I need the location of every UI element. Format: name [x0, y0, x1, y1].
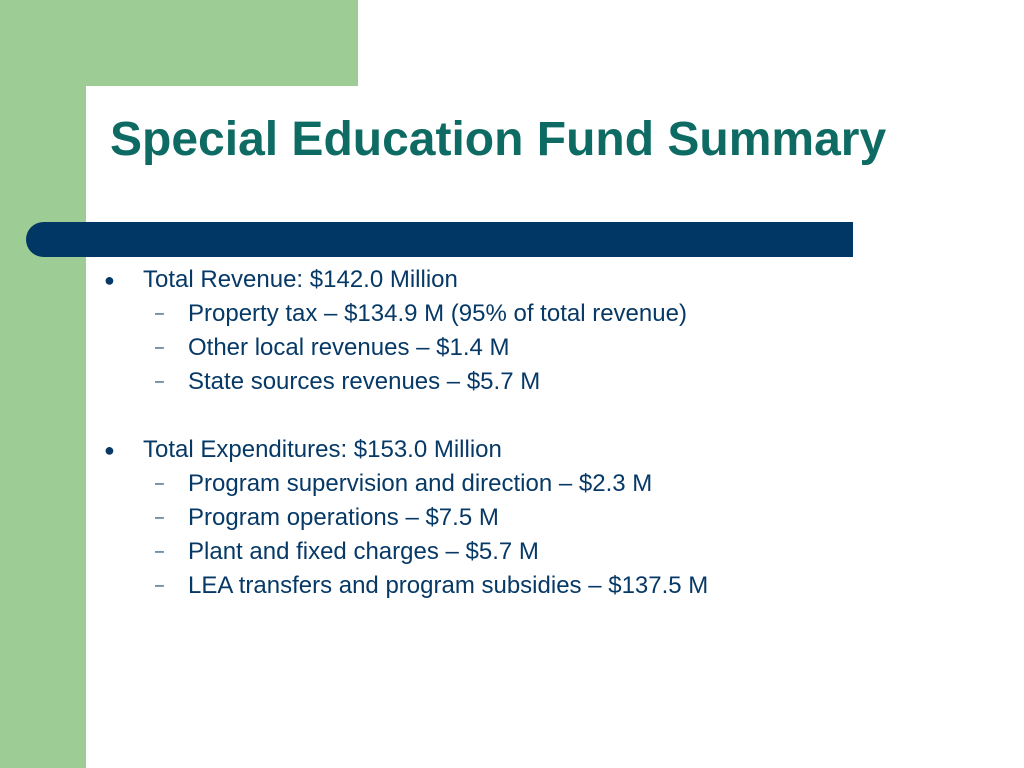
- list-item-text: LEA transfers and program subsidies – $137.5 M: [188, 572, 709, 599]
- dash-icon: –: [155, 305, 164, 322]
- section-heading-text: Total Revenue: $142.0 Million: [143, 266, 458, 293]
- bullet-icon: ●: [104, 440, 115, 460]
- list-item-text: State sources revenues – $5.7 M: [188, 368, 541, 395]
- list-item: [0, 501, 1024, 535]
- dash-icon: –: [155, 543, 164, 560]
- dash-icon: –: [155, 373, 164, 390]
- list-item-text: Program supervision and direction – $2.3 M: [188, 470, 653, 497]
- list-item-text: Program operations – $7.5 M: [188, 504, 499, 531]
- dash-icon: –: [155, 339, 164, 356]
- bullet-outline: [0, 263, 1024, 603]
- slide-title: Special Education Fund Summary: [110, 113, 887, 166]
- section-heading-revenue: [0, 263, 1024, 297]
- list-item: [0, 569, 1024, 603]
- list-item: [0, 365, 1024, 399]
- dash-icon: –: [155, 475, 164, 492]
- list-item: [0, 297, 1024, 331]
- title-underline-bar: [26, 222, 853, 257]
- list-item: [0, 535, 1024, 569]
- green-corner-block: [86, 0, 358, 86]
- section-heading-text: Total Expenditures: $153.0 Million: [143, 436, 502, 463]
- dash-icon: –: [155, 577, 164, 594]
- section-heading-expenditures: [0, 433, 1024, 467]
- list-item: [0, 467, 1024, 501]
- section-spacer: [0, 399, 1024, 433]
- list-item: [0, 331, 1024, 365]
- list-item-text: Other local revenues – $1.4 M: [188, 334, 510, 361]
- dash-icon: –: [155, 509, 164, 526]
- list-item-text: Plant and fixed charges – $5.7 M: [188, 538, 539, 565]
- list-item-text: Property tax – $134.9 M (95% of total revenue): [188, 300, 687, 327]
- bullet-icon: ●: [104, 270, 115, 290]
